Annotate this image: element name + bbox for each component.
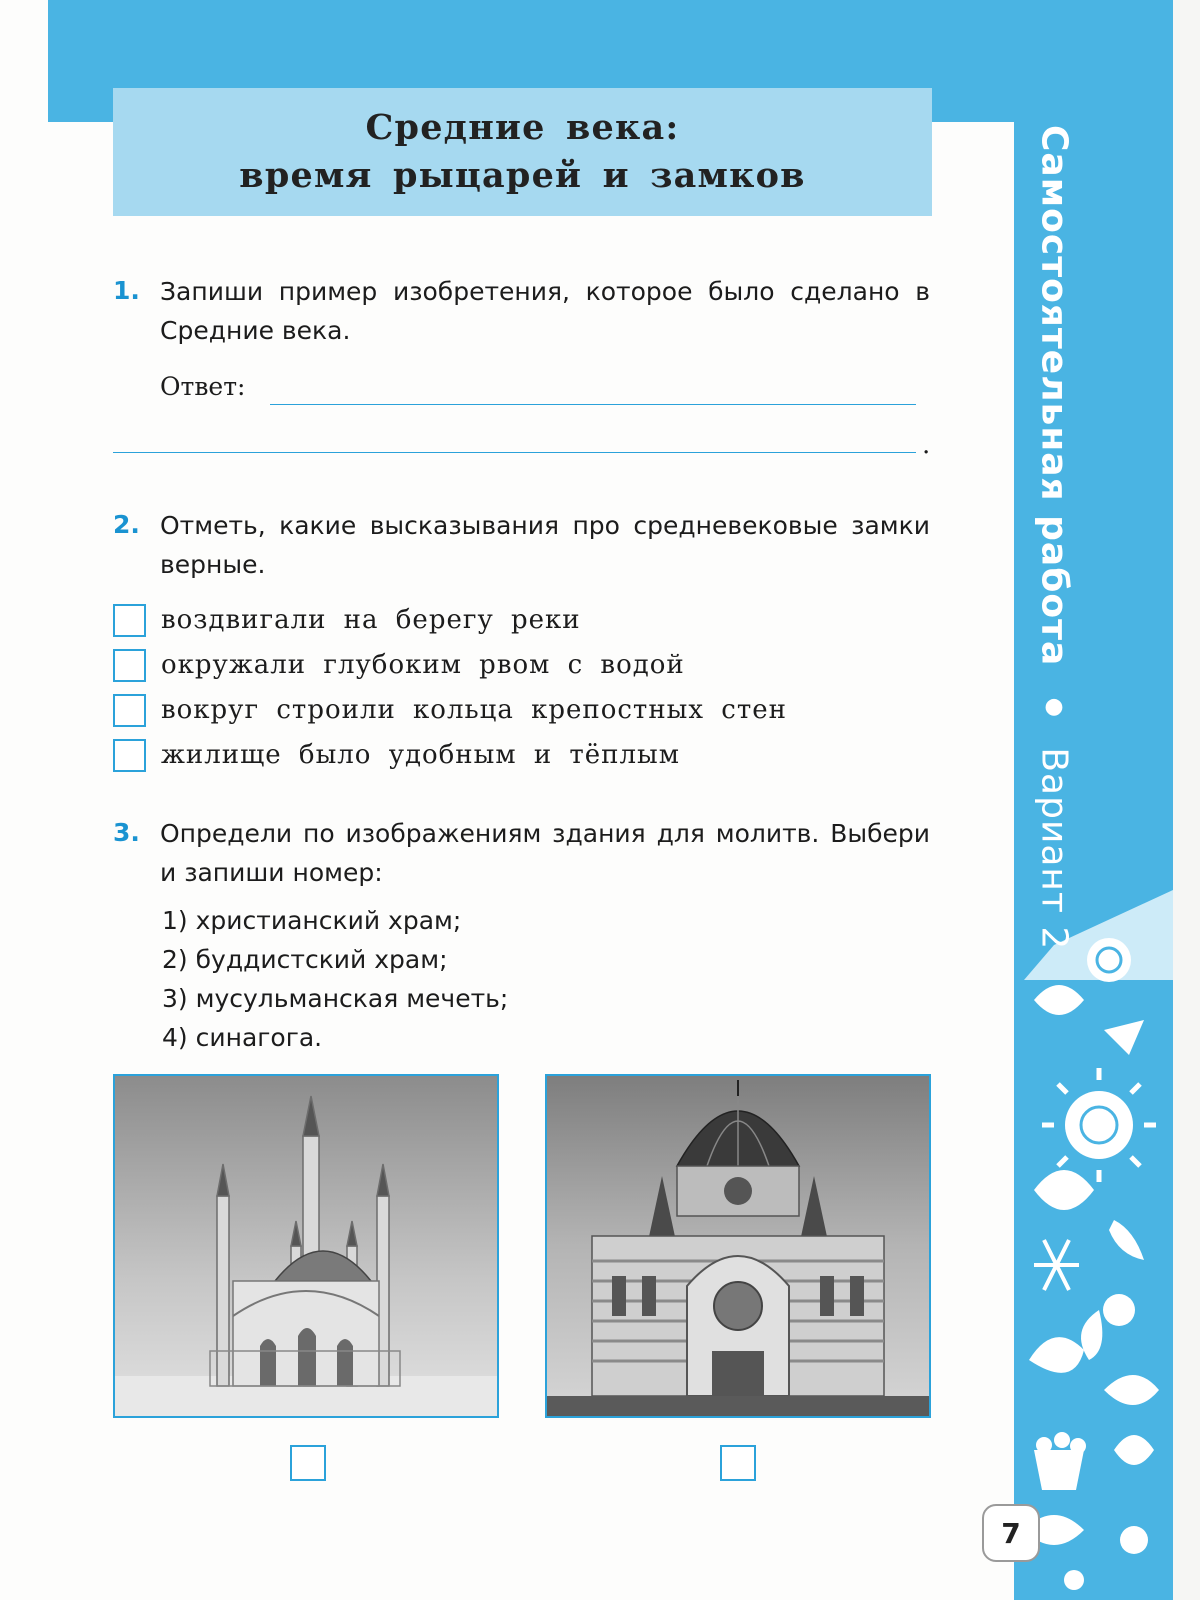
synagogue-photo-icon <box>545 1074 931 1418</box>
mosque-photo-icon <box>113 1074 499 1418</box>
photo-1-answer-box[interactable] <box>290 1445 326 1481</box>
side-label-work: Самостоятельная работа <box>1033 125 1075 667</box>
question-1-number: 1. <box>113 276 140 305</box>
option-checkbox[interactable] <box>113 739 146 772</box>
option-row[interactable] <box>113 737 680 773</box>
option-label: жилище было удобным и тёплым <box>161 740 680 770</box>
option-label: воздвигали на берегу реки <box>161 605 581 635</box>
page-title-line2: время рыцарей и замков <box>239 155 806 196</box>
question-3-number: 3. <box>113 818 140 847</box>
option-row[interactable] <box>113 602 581 638</box>
question-1-text: Запиши пример изобретения, которое было сделано в Средние века. <box>160 277 930 345</box>
page-edge <box>1173 0 1200 1600</box>
option-row[interactable] <box>113 647 685 683</box>
option-checkbox[interactable] <box>113 649 146 682</box>
side-label-variant: Вариант 2 <box>1033 747 1075 951</box>
page-title-line1: Средние века: <box>365 107 680 148</box>
side-label-separator: ● <box>1041 694 1067 721</box>
answer-line-2[interactable] <box>113 452 916 453</box>
question-2-text: Отметь, какие высказывания про средневековые замки верные. <box>160 511 930 579</box>
list-item: 1) христианский храм; <box>162 906 462 935</box>
answer-line-1[interactable] <box>270 404 916 405</box>
list-item: 3) мусульманская мечеть; <box>162 984 509 1013</box>
list-item: 2) буддистский храм; <box>162 945 448 974</box>
doodle-pattern-icon <box>1014 890 1173 1600</box>
title-box <box>113 88 932 216</box>
photo-2-answer-box[interactable] <box>720 1445 756 1481</box>
page-number: 7 <box>982 1504 1040 1562</box>
answer-label: Ответ: <box>160 372 246 401</box>
option-label: окружали глубоким рвом с водой <box>161 650 685 680</box>
question-2-number: 2. <box>113 510 140 539</box>
option-label: вокруг строили кольца крепостных стен <box>161 695 787 725</box>
question-3-text: Определи по изображениям здания для молитв. Выбери и запиши номер: <box>160 819 930 887</box>
option-checkbox[interactable] <box>113 694 146 727</box>
side-label <box>1018 125 1090 951</box>
option-row[interactable] <box>113 692 787 728</box>
list-item: 4) синагога. <box>162 1023 323 1052</box>
answer-end-dot: . <box>922 430 931 460</box>
option-checkbox[interactable] <box>113 604 146 637</box>
